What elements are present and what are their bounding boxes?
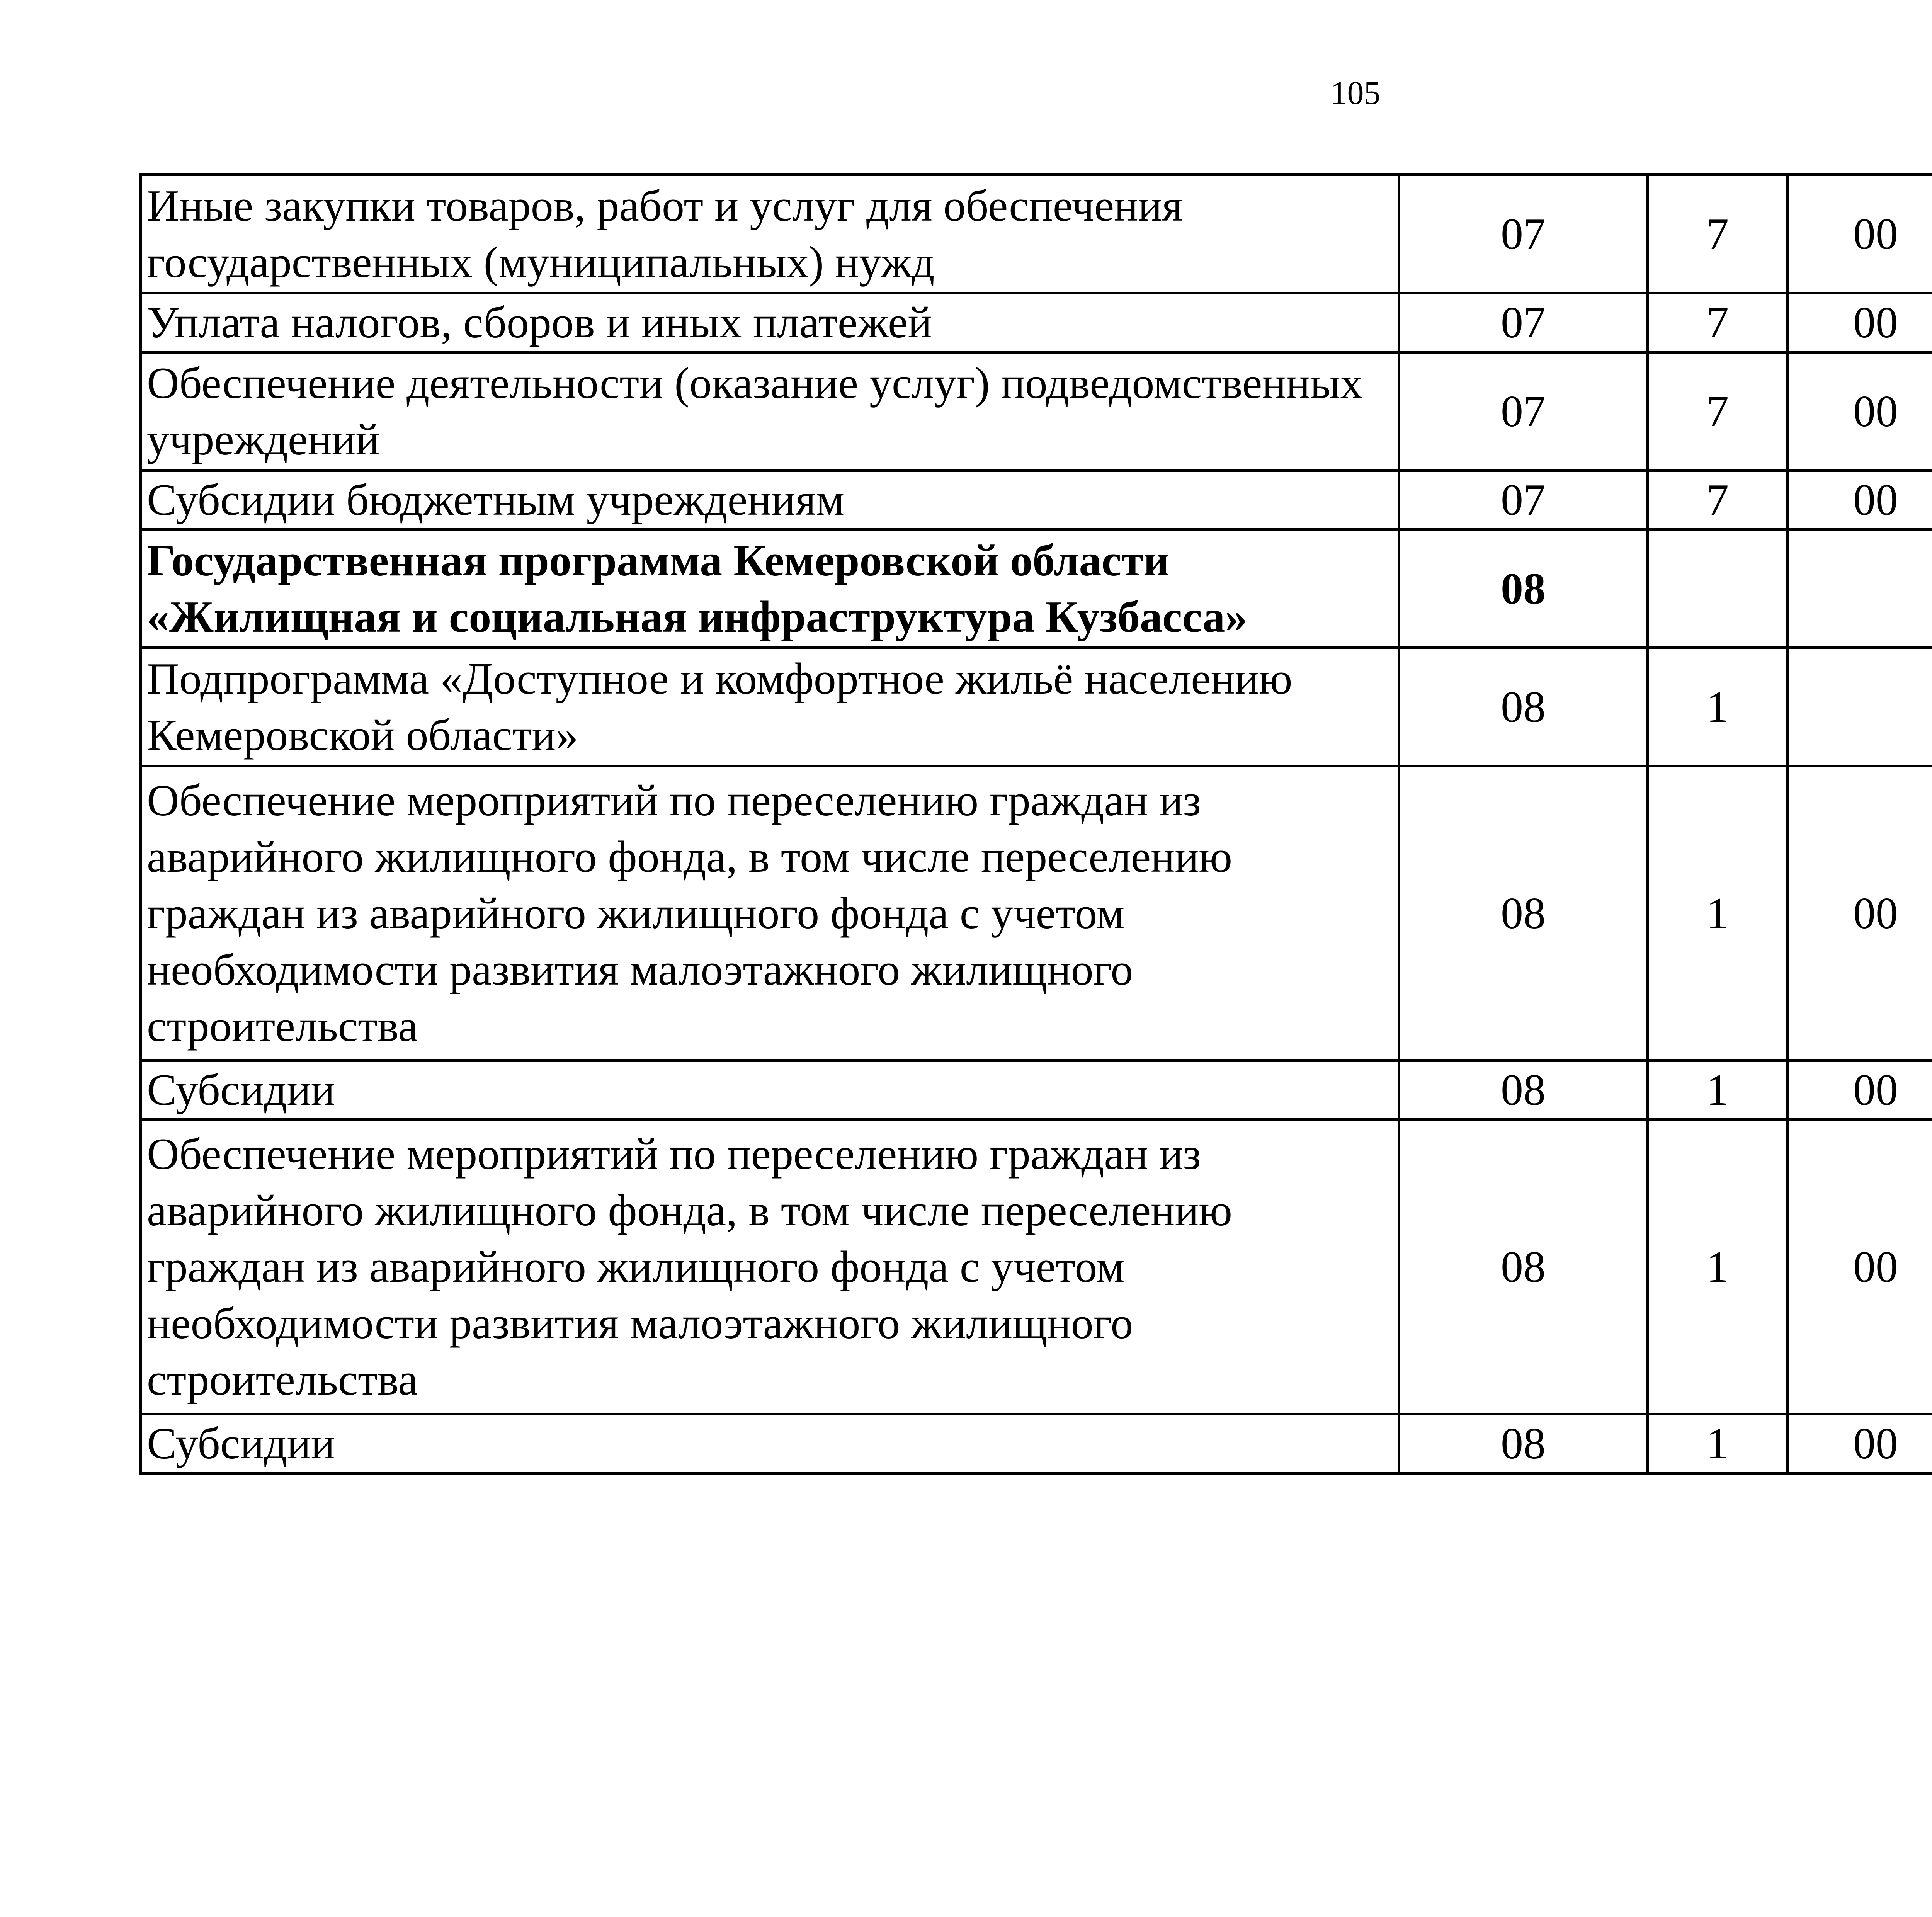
section-code-cell: 07	[1399, 352, 1648, 471]
section-code-cell: 08	[1399, 1414, 1648, 1473]
subprogram-code-cell: 7	[1648, 471, 1788, 530]
subprogram-code-cell	[1648, 530, 1788, 648]
section-code-cell: 07	[1399, 471, 1648, 530]
event-code-cell	[1788, 648, 1932, 766]
section-code-cell: 08	[1399, 648, 1648, 766]
table-body	[141, 175, 1932, 1473]
subprogram-code-cell: 7	[1648, 293, 1788, 352]
description-cell: Обеспечение мероприятий по переселению граждан из аварийного жилищного фонда, в том числе переселению граждан из аварийного жилищного фонда с учетом необходимости развития малоэтажного жилищного строительства	[141, 1120, 1399, 1414]
table-row	[141, 1120, 1932, 1414]
section-code-cell: 08	[1399, 1120, 1648, 1414]
table-row	[141, 648, 1932, 766]
event-code-cell: 00	[1788, 1414, 1932, 1473]
page-number: 105	[1330, 74, 1381, 111]
event-code-cell	[1788, 530, 1932, 648]
section-code-cell: 07	[1399, 175, 1648, 293]
section-code-cell: 08	[1399, 766, 1648, 1061]
subprogram-code-cell: 1	[1648, 648, 1788, 766]
event-code-cell: 00	[1788, 1120, 1932, 1414]
subprogram-code-cell: 1	[1648, 1414, 1788, 1473]
event-code-cell: 00	[1788, 352, 1932, 471]
description-cell: Иные закупки товаров, работ и услуг для обеспечения государственных (муниципальных) нужд	[141, 175, 1399, 293]
event-code-cell: 00	[1788, 766, 1932, 1061]
subprogram-code-cell: 7	[1648, 352, 1788, 471]
event-code-cell: 00	[1788, 175, 1932, 293]
section-code-cell: 08	[1399, 1061, 1648, 1120]
description-cell: Субсидии	[141, 1061, 1399, 1120]
section-code-cell: 07	[1399, 293, 1648, 352]
description-cell: Подпрограмма «Доступное и комфортное жильё населению Кемеровской области»	[141, 648, 1399, 766]
description-cell: Уплата налогов, сборов и иных платежей	[141, 293, 1399, 352]
event-code-cell: 00	[1788, 471, 1932, 530]
table-row	[141, 530, 1932, 648]
subprogram-code-cell: 1	[1648, 766, 1788, 1061]
description-cell: Субсидии	[141, 1414, 1399, 1473]
table-row	[141, 1061, 1932, 1120]
description-cell: Государственная программа Кемеровской области «Жилищная и социальная инфраструктура Кузбасса»	[141, 530, 1399, 648]
table-row	[141, 352, 1932, 471]
subprogram-code-cell: 7	[1648, 175, 1788, 293]
table-row	[141, 1414, 1932, 1473]
description-cell: Субсидии бюджетным учреждениям	[141, 471, 1399, 530]
description-cell: Обеспечение мероприятий по переселению граждан из аварийного жилищного фонда, в том числе переселению граждан из аварийного жилищного фонда с учетом необходимости развития малоэтажного жилищного строительства	[141, 766, 1399, 1061]
subprogram-code-cell: 1	[1648, 1120, 1788, 1414]
description-cell: Обеспечение деятельности (оказание услуг) подведомственных учреждений	[141, 352, 1399, 471]
budget-table	[139, 173, 1932, 1475]
table-row	[141, 766, 1932, 1061]
event-code-cell: 00	[1788, 1061, 1932, 1120]
section-code-cell: 08	[1399, 530, 1648, 648]
table-row	[141, 471, 1932, 530]
event-code-cell: 00	[1788, 293, 1932, 352]
subprogram-code-cell: 1	[1648, 1061, 1788, 1120]
table-row	[141, 175, 1932, 293]
table-row	[141, 293, 1932, 352]
